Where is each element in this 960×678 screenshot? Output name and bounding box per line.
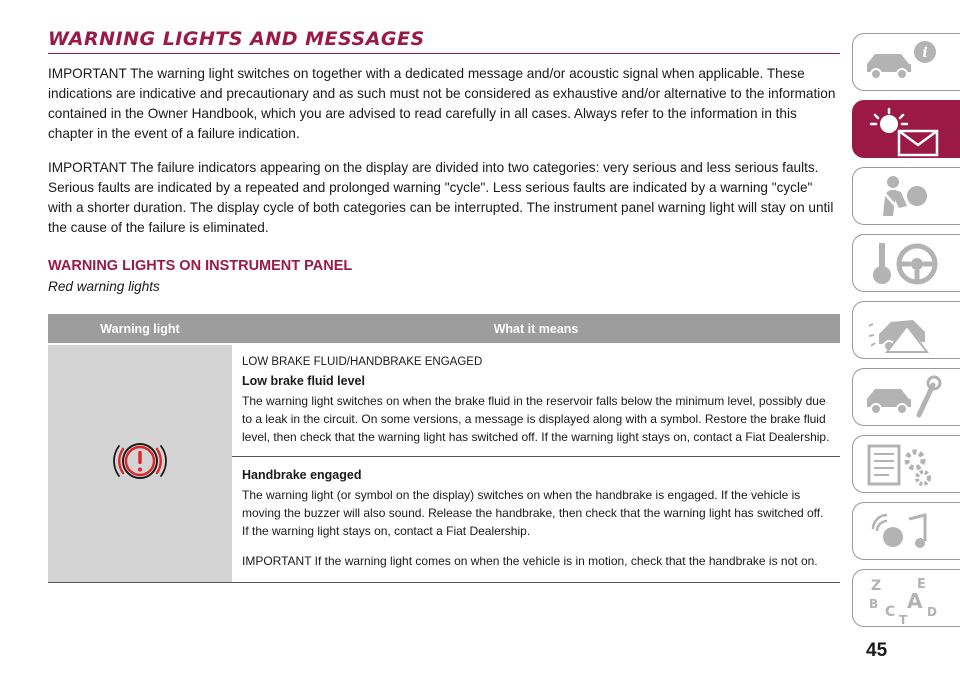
tab-index[interactable]	[852, 569, 960, 627]
main-content	[48, 28, 840, 583]
warning-lights-table	[48, 314, 840, 583]
warning-light-label: LOW BRAKE FLUID/HANDBRAKE ENGAGED	[242, 356, 483, 368]
tab-warning-lights[interactable]	[852, 100, 960, 158]
car-accident-icon	[861, 306, 951, 356]
index-letter: T	[899, 613, 908, 624]
page-title: WARNING LIGHTS AND MESSAGES	[48, 28, 840, 54]
brake-fluid-description	[232, 344, 840, 457]
specs-gears-icon	[861, 440, 951, 490]
tab-emergency[interactable]	[852, 301, 960, 359]
header-warning-light: Warning light	[48, 314, 232, 344]
tab-multimedia[interactable]	[852, 502, 960, 560]
index-letter: C	[885, 604, 896, 620]
svg-text:i: i	[922, 45, 928, 61]
car-wrench-icon	[861, 373, 951, 423]
chapter-sidebar	[852, 33, 960, 636]
header-what-it-means: What it means	[232, 314, 840, 344]
handbrake-important-note: IMPORTANT If the warning light comes on when the vehicle is in motion, check that the handbrake is not on.	[242, 554, 818, 568]
seatbelt-airbag-icon	[861, 172, 951, 222]
multimedia-icon	[861, 507, 951, 557]
index-letter: B	[869, 597, 879, 611]
index-letter: D	[927, 605, 937, 619]
warning-light-message-icon	[861, 105, 957, 158]
tab-car-info[interactable]	[852, 33, 960, 91]
index-letter: Z	[871, 578, 882, 594]
index-letter: A	[907, 589, 923, 613]
brake-warning-icon	[109, 430, 171, 492]
intro-paragraph-2: IMPORTANT The failure indicators appearing on the display are divided into two categories: very serious and less serious faults. Serious faults are indicated by a repeated and prolonged warning "cycle". Less serious faults are indicated by a warning "cycle" with a shorter duration. The display cycle of both categories can be interrupted. The instrument panel warning light will stay on until the cause of the failure is eliminated.	[48, 160, 834, 235]
car-info-icon	[861, 38, 951, 88]
tab-servicing[interactable]	[852, 368, 960, 426]
table-header-row	[48, 314, 840, 344]
low-brake-fluid-text: The warning light switches on when the brake fluid in the reservoir falls below the minimum level, possibly due to a leak in the circuit. On some versions, a message is displayed along with a symbol. Restore the brake fluid level, then check that the warning light has switched off. If the warning light stays on, contact a Fiat Dealership.	[242, 394, 830, 444]
tab-safety[interactable]	[852, 167, 960, 225]
handbrake-heading: Handbrake engaged	[242, 468, 362, 482]
tab-starting-driving[interactable]	[852, 234, 960, 292]
table-row	[48, 344, 840, 457]
intro-paragraph-1: IMPORTANT The warning light switches on together with a dedicated message and/or acoustic signal when applicable. These indications are indicative and precautionary and as such must not be considered as exhaustive and/or alternative to the information contained in the Owner Handbook, which you are advised to read carefully in all cases. Always refer to the information in this chapter in the event of a failure indication.	[48, 66, 836, 141]
handbrake-description	[232, 457, 840, 583]
section-subheading: Red warning lights	[48, 279, 160, 294]
handbrake-text: The warning light (or symbol on the display) switches on when the handbrake is engaged. If the vehicle is moving the buzzer will also sound. Release the handbrake, then check that the warning light has switched off. If the warning light stays on, contact a Fiat Dealership.	[242, 488, 824, 538]
index-letter: E	[917, 577, 926, 592]
low-brake-fluid-heading: Low brake fluid level	[242, 374, 365, 388]
warning-light-cell	[48, 344, 232, 583]
key-steering-wheel-icon	[861, 239, 951, 289]
section-heading: WARNING LIGHTS ON INSTRUMENT PANEL	[48, 258, 353, 274]
alphabetical-index-icon	[861, 574, 951, 624]
page-number: 45	[866, 640, 888, 661]
tab-technical-data[interactable]	[852, 435, 960, 493]
